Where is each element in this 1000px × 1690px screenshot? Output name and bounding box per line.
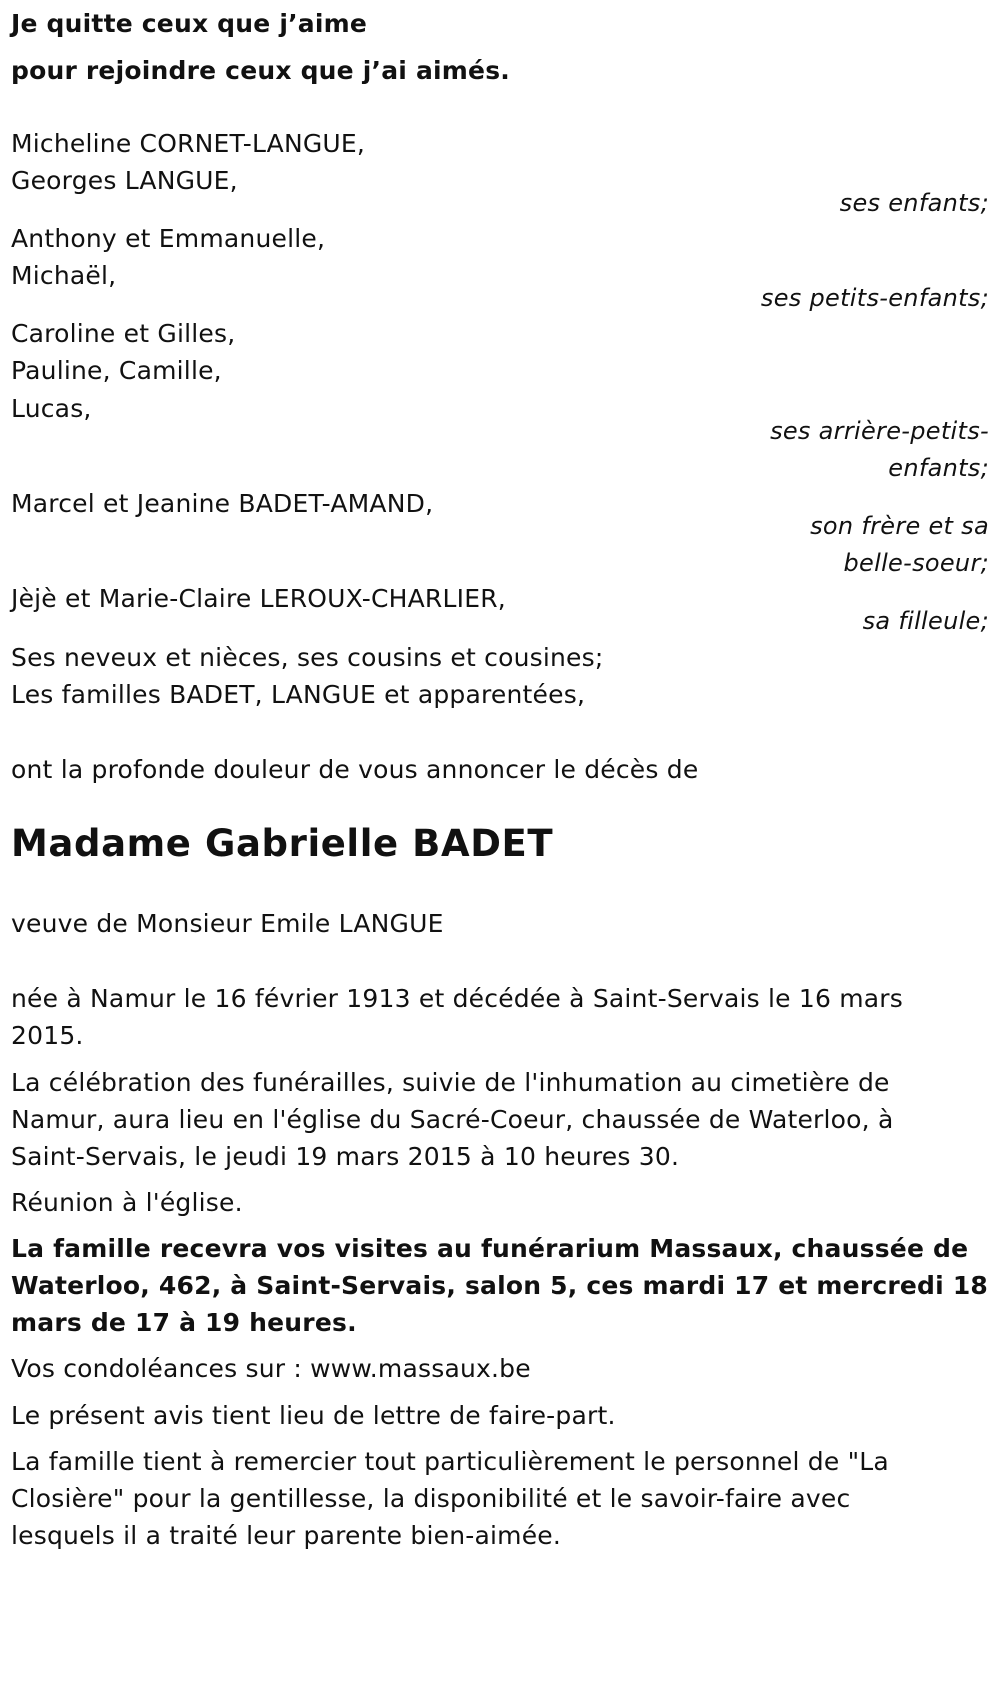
visits-line-2: Waterloo, 462, à Saint-Servais, salon 5, ces mardi 17 et mercredi 18 [11,1271,989,1300]
visits-line-3: mars de 17 à 19 heures. [11,1308,357,1337]
great-grandchild-name-1: Caroline et Gilles, [11,319,236,348]
ceremony-line-1: La célébration des funérailles, suivie de l'inhumation au cimetière de [11,1068,890,1097]
sibling-name: Marcel et Jeanine BADET-AMAND, [11,489,434,518]
relatives-line-2: Les familles BADET, LANGUE et apparentées, [11,680,586,709]
visits-line-1: La famille recevra vos visites au funérarium Massaux, chaussée de [11,1234,969,1263]
motto-line-2: pour rejoindre ceux que j’ai aimés. [11,56,510,85]
birth-death-line-1: née à Namur le 16 février 1913 et décédée à Saint-Servais le 16 mars [11,984,903,1013]
goddaughter-role: sa filleule; [862,607,989,635]
grandchildren-role: ses petits-enfants; [760,284,989,312]
great-grandchild-name-3: Lucas, [11,394,92,423]
great-grandchild-name-2: Pauline, Camille, [11,356,222,385]
ceremony-line-3: Saint-Servais, le jeudi 19 mars 2015 à 10 heures 30. [11,1142,680,1171]
widow-of-text: veuve de Monsieur Emile LANGUE [11,909,444,938]
thanks-line-2: Closière" pour la gentillesse, la disponibilité et le savoir-faire avec [11,1484,851,1513]
sibling-role-line-2: belle-soeur; [843,549,989,577]
meeting-text: Réunion à l'église. [11,1188,243,1217]
children-role: ses enfants; [839,189,989,217]
goddaughter-name: Jèjè et Marie-Claire LEROUX-CHARLIER, [11,584,506,613]
motto-line-1: Je quitte ceux que j’aime [11,9,368,38]
notice-text: Le présent avis tient lieu de lettre de faire-part. [11,1401,616,1430]
ceremony-line-2: Namur, aura lieu en l'église du Sacré-Coeur, chaussée de Waterloo, à [11,1105,894,1134]
deceased-name: Madame Gabrielle BADET [11,822,554,865]
grandchild-name-1: Anthony et Emmanuelle, [11,224,326,253]
sibling-role-line-1: son frère et sa [810,512,989,540]
thanks-line-1: La famille tient à remercier tout particulièrement le personnel de "La [11,1447,889,1476]
condolences-text: Vos condoléances sur : www.massaux.be [11,1354,531,1383]
relatives-line-1: Ses neveux et nièces, ses cousins et cousines; [11,643,604,672]
great-grandchildren-role-line-1: ses arrière-petits- [770,417,989,445]
child-name-2: Georges LANGUE, [11,166,238,195]
thanks-line-3: lesquels il a traité leur parente bien-aimée. [11,1521,562,1550]
child-name-1: Micheline CORNET-LANGUE, [11,129,366,158]
birth-death-line-2: 2015. [11,1021,84,1050]
great-grandchildren-role-line-2: enfants; [888,454,989,482]
announcement-text: ont la profonde douleur de vous annoncer le décès de [11,755,699,784]
grandchild-name-2: Michaël, [11,261,117,290]
